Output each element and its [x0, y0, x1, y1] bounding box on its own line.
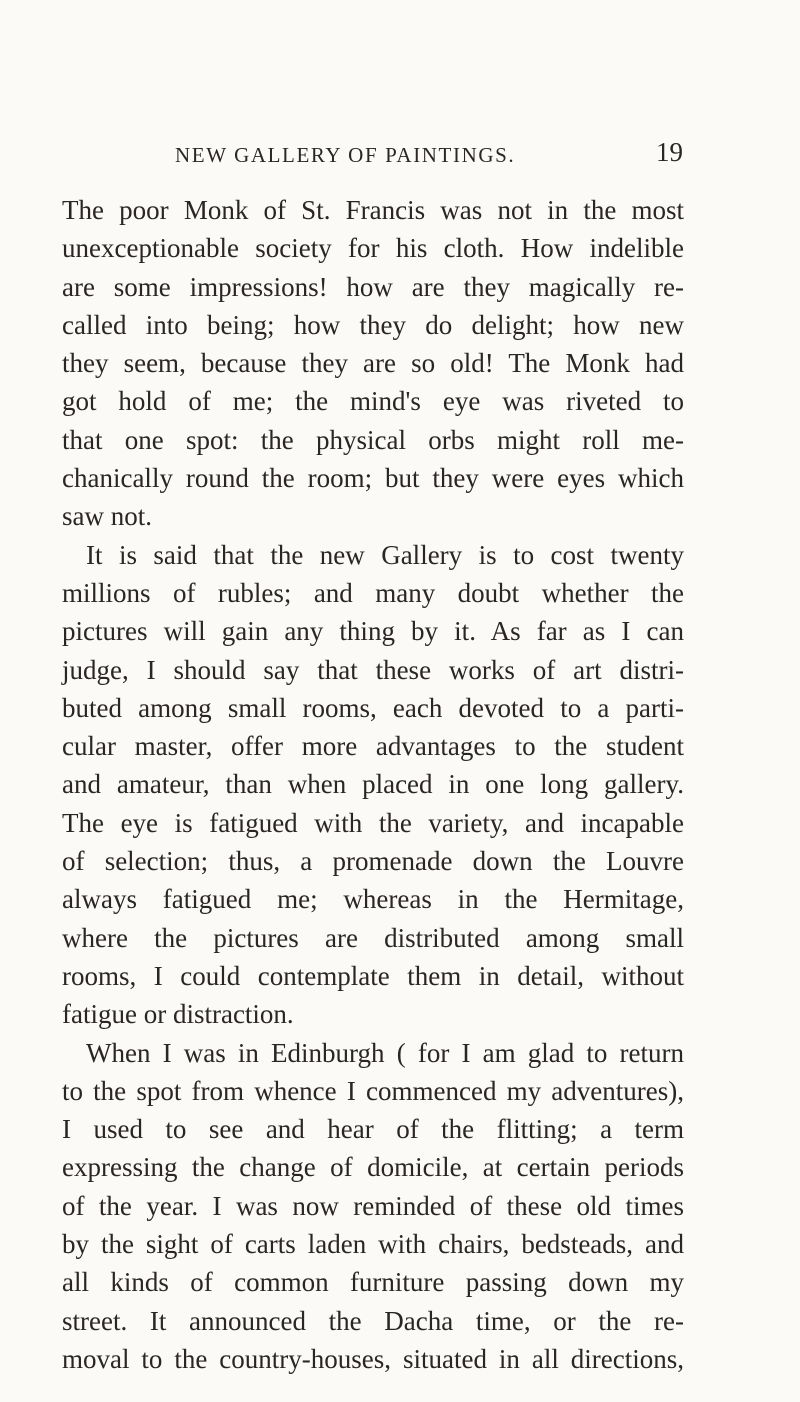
text-line: buted among small rooms, each devoted to a parti- — [62, 692, 684, 723]
text-line: got hold of me; the mind's eye was riveted to — [62, 386, 684, 417]
text-line: always fatigued me; whereas in the Hermitage, — [62, 884, 684, 915]
body-text — [62, 191, 684, 1378]
text-line: judge, I should say that these works of art distri- — [62, 654, 684, 685]
running-title: NEW GALLERY OF PAINTINGS. — [175, 143, 516, 167]
text-line: of the year. I was now reminded of these old times — [62, 1190, 684, 1221]
text-line: cular master, offer more advantages to the student — [62, 731, 684, 762]
text-line: by the sight of carts laden with chairs, bedsteads, and — [62, 1229, 684, 1260]
text-line: unexceptionable society for his cloth. How indelible — [62, 233, 684, 264]
text-line: expressing the change of domicile, at certain periods — [62, 1152, 684, 1183]
text-line: are some impressions! how are they magically re- — [62, 271, 684, 302]
paragraph-end-line: saw not. — [62, 501, 152, 532]
text-line: millions of rubles; and many doubt whether the — [62, 577, 684, 608]
paragraph-end-line: fatigue or distraction. — [62, 999, 294, 1030]
text-line: called into being; how they do delight; how new — [62, 309, 684, 340]
text-line: street. It announced the Dacha time, or the re- — [62, 1305, 684, 1336]
text-line: to the spot from whence I commenced my adventures), — [62, 1075, 684, 1106]
text-line: of selection; thus, a promenade down the Louvre — [62, 846, 684, 877]
text-line: chanically round the room; but they were eyes which — [62, 463, 684, 494]
paragraph-start-line: When I was in Edinburgh ( for I am glad to return — [86, 1037, 684, 1068]
text-line: The eye is fatigued with the variety, and incapable — [62, 807, 684, 838]
text-line: all kinds of common furniture passing down my — [62, 1267, 684, 1298]
page-number: 19 — [656, 137, 683, 167]
text-line: I used to see and hear of the flitting; a term — [62, 1114, 684, 1145]
text-line: and amateur, than when placed in one long gallery. — [62, 769, 684, 800]
text-line: The poor Monk of St. Francis was not in the most — [62, 195, 684, 225]
text-line: they seem, because they are so old! The Monk had — [62, 348, 684, 379]
paragraph-start-line: It is said that the new Gallery is to cost twenty — [86, 539, 684, 570]
text-line: that one spot: the physical orbs might roll me- — [62, 424, 684, 455]
text-line: moval to the country-houses, situated in all directions, — [62, 1343, 684, 1374]
page-header — [175, 137, 683, 173]
text-line: where the pictures are distributed among small — [62, 922, 684, 953]
text-line: pictures will gain any thing by it. As far as I can — [62, 616, 684, 647]
text-line: rooms, I could contemplate them in detail, without — [62, 960, 684, 991]
